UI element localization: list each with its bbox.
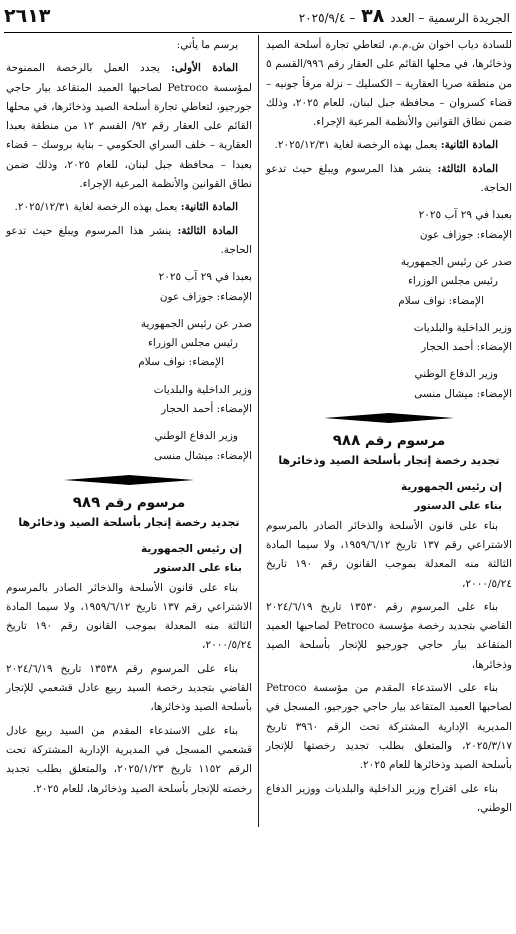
header-rule [4, 32, 512, 33]
running-title: الجريدة الرسمية – العدد [390, 11, 510, 25]
article-1-text: يجدد العمل بالرخصة الممنوحة لمؤسسة Petroco لصاحبها العميد المتقاعد بيار حاجي جورجيو، لتعاطي تجارة أسلحة الصيد وذخائرها، في محلها القائم على العقار رقم ٩٢/ القسم ١٢ من منطقة بعبدا العقارية – خلف السراي الحكومي – بناية بروسك – قضاء بعبدا – محافظة جبل لبنان، للعام ٢٠٢٥، وذلك ضمن نطاق القوانين والأنظمة المرعية الإجراء. [6, 62, 253, 191]
page-number: ٢٦١٣ [4, 5, 51, 27]
pm-title: رئيس مجلس الوزراء [407, 275, 498, 288]
interior-minister-title: وزير الداخلية والبلديات [153, 383, 252, 396]
article-1 [6, 59, 252, 194]
page-header [4, 4, 510, 28]
signature-pm: الإمضاء: نواف سلام [398, 294, 484, 307]
article-2-label: المادة الثانية: [180, 201, 238, 214]
left-column [6, 36, 252, 799]
issue-date: – ٢٠٢٥/٩/٤ [298, 11, 356, 25]
column-divider [258, 35, 259, 827]
article-2-label: المادة الثانية: [440, 139, 498, 152]
constitution-heading: بناء على الدستور [154, 562, 242, 575]
recital-law: بناء على قانون الأسلحة والذخائر الصادر بالمرسوم الاشتراعي رقم ١٣٧ تاريخ ١٩٥٩/٦/١٢، ولا سيما المادة الثالثة منه المعدلة بموجب القانون رقم ١٩٠ تاريخ ٢٠٠٠/٥/٢٤، [266, 519, 512, 590]
issue-number: ٣٨ [361, 5, 385, 27]
signature-interior: الإمضاء: أحمد الحجار [161, 403, 252, 416]
article-3-label: المادة الثالثة: [177, 224, 238, 237]
article-2 [266, 136, 512, 155]
decree-987-continuation: للسادة دياب اخوان ش.م.م، لتعاطي تجارة أسلحة الصيد وذخائرها، في محلها القائم على العقار رقم ٩٩٦/القسم ٥ من منطقة صريا العقارية – الكسليك – نزلة مرفأ جونيه – قضاء كسروان – محافظة جبل لبنان، للعام ٢٠٢٥، وذلك ضمن نطاق القوانين والأنظمة المرعية الإجراء. [266, 39, 512, 129]
decree-988-subject: تجديد رخصة إتجار بأسلحة الصيد وذخائرها [278, 454, 500, 468]
running-head [299, 5, 510, 27]
decree-number: ٩٨٨ [332, 431, 361, 450]
signature-defence: الإمضاء: ميشال منسى [414, 387, 512, 400]
interior-minister-title: وزير الداخلية والبلديات [413, 321, 512, 334]
decree-title-prefix: مرسوم رقم [364, 433, 446, 450]
recital-request: بناء على الاستدعاء المقدم من مؤسسة Petroco لصاحبها العميد المتقاعد بيار حاجي جورجيو، المسجل في المديرية الإدارية المشتركة تحت الرقم ٣٩٦٠ تاريخ ٢٠٢٥/٣/١٧، والمتعلق بطلب تجديد رخصتها للإتجار بأسلحة الصيد وذخائرها للعام ٢٠٢٥. [266, 682, 512, 772]
article-2-text: يعمل بهذه الرخصة لغاية ٢٠٢٥/١٢/٣١. [274, 139, 438, 152]
signature-defence: الإمضاء: ميشال منسى [154, 449, 252, 462]
issued-by: صدر عن رئيس الجمهورية [140, 317, 252, 330]
place-date: بعبدا في ٢٩ آب ٢٠٢٥ [418, 209, 512, 222]
defence-minister-title: وزير الدفاع الوطني [414, 368, 498, 381]
signature-interior: الإمضاء: أحمد الحجار [421, 341, 512, 354]
decree-number: ٩٨٩ [72, 492, 101, 511]
recital-law: بناء على قانون الأسلحة والذخائر الصادر بالمرسوم الاشتراعي رقم ١٣٧ تاريخ ١٩٥٩/٦/١٢، ولا سيما المادة الثالثة منه المعدلة بموجب القانون رقم ١٩٠ تاريخ ٢٠٠٠/٥/٢٤، [6, 581, 252, 652]
article-2 [6, 198, 252, 217]
constitution-heading: بناء على الدستور [414, 500, 502, 513]
article-2-text: يعمل بهذه الرخصة لغاية ٢٠٢٥/١٢/٣١. [14, 201, 178, 214]
article-3-text: ينشر هذا المرسوم ويبلغ حيث تدعو الحاجة. [6, 224, 252, 256]
recital-previous-decree: بناء على المرسوم رقم ١٣٥٣٨ تاريخ ٢٠٢٤/٦/١٩ القاضي بتجديد رخصة السيد ربيع عادل قشعمي للإتجار بأسلحة الصيد وذخائرها، [6, 662, 252, 714]
president-heading: إن رئيس الجمهورية [140, 542, 242, 555]
section-ornament [6, 474, 252, 486]
recital-proposal: بناء على اقتراح وزير الداخلية والبلديات ووزير الدفاع الوطني، [266, 782, 512, 814]
decrees-formula: يرسم ما يأتي: [176, 39, 238, 51]
decree-988-title [266, 430, 512, 451]
president-heading: إن رئيس الجمهورية [400, 481, 502, 494]
decree-989-subject: تجديد رخصة إتجار بأسلحة الصيد وذخائرها [18, 515, 240, 529]
defence-minister-title: وزير الدفاع الوطني [154, 430, 238, 443]
article-3 [6, 222, 252, 261]
article-3 [266, 160, 512, 199]
pm-title: رئيس مجلس الوزراء [147, 337, 238, 350]
issued-by: صدر عن رئيس الجمهورية [400, 255, 512, 268]
recital-request: بناء على الاستدعاء المقدم من السيد ربيع عادل قشعمي المسجل في المديرية الإدارية المشتركة تحت الرقم ١١٥٢ تاريخ ٢٠٢٥/١/٢٣، والمتعلق بطلب تجديد رخصته للإتجار بأسلحة الصيد وذخائرها، للعام ٢٠٢٥. [6, 724, 252, 795]
signature-president: الإمضاء: جوزاف عون [419, 228, 512, 241]
signature-president: الإمضاء: جوزاف عون [159, 290, 252, 303]
article-1-label: المادة الأولى: [171, 62, 238, 75]
decree-title-prefix: مرسوم رقم [104, 494, 186, 511]
signature-pm: الإمضاء: نواف سلام [138, 356, 224, 369]
article-3-label: المادة الثالثة: [437, 162, 498, 175]
decree-989-title [6, 492, 252, 513]
recital-previous-decree: بناء على المرسوم رقم ١٣٥٣٠ تاريخ ٢٠٢٤/٦/١٩ القاضي بتجديد رخصة مؤسسة Petroco لصاحبها العميد المتقاعد بيار حاجي جورجيو للإتجار بأسلحة الصيد وذخائرها، [266, 600, 512, 671]
section-ornament [266, 412, 512, 424]
place-date: بعبدا في ٢٩ آب ٢٠٢٥ [158, 271, 252, 284]
article-3-text: ينشر هذا المرسوم ويبلغ حيث تدعو الحاجة. [266, 162, 512, 195]
right-column [266, 36, 512, 818]
